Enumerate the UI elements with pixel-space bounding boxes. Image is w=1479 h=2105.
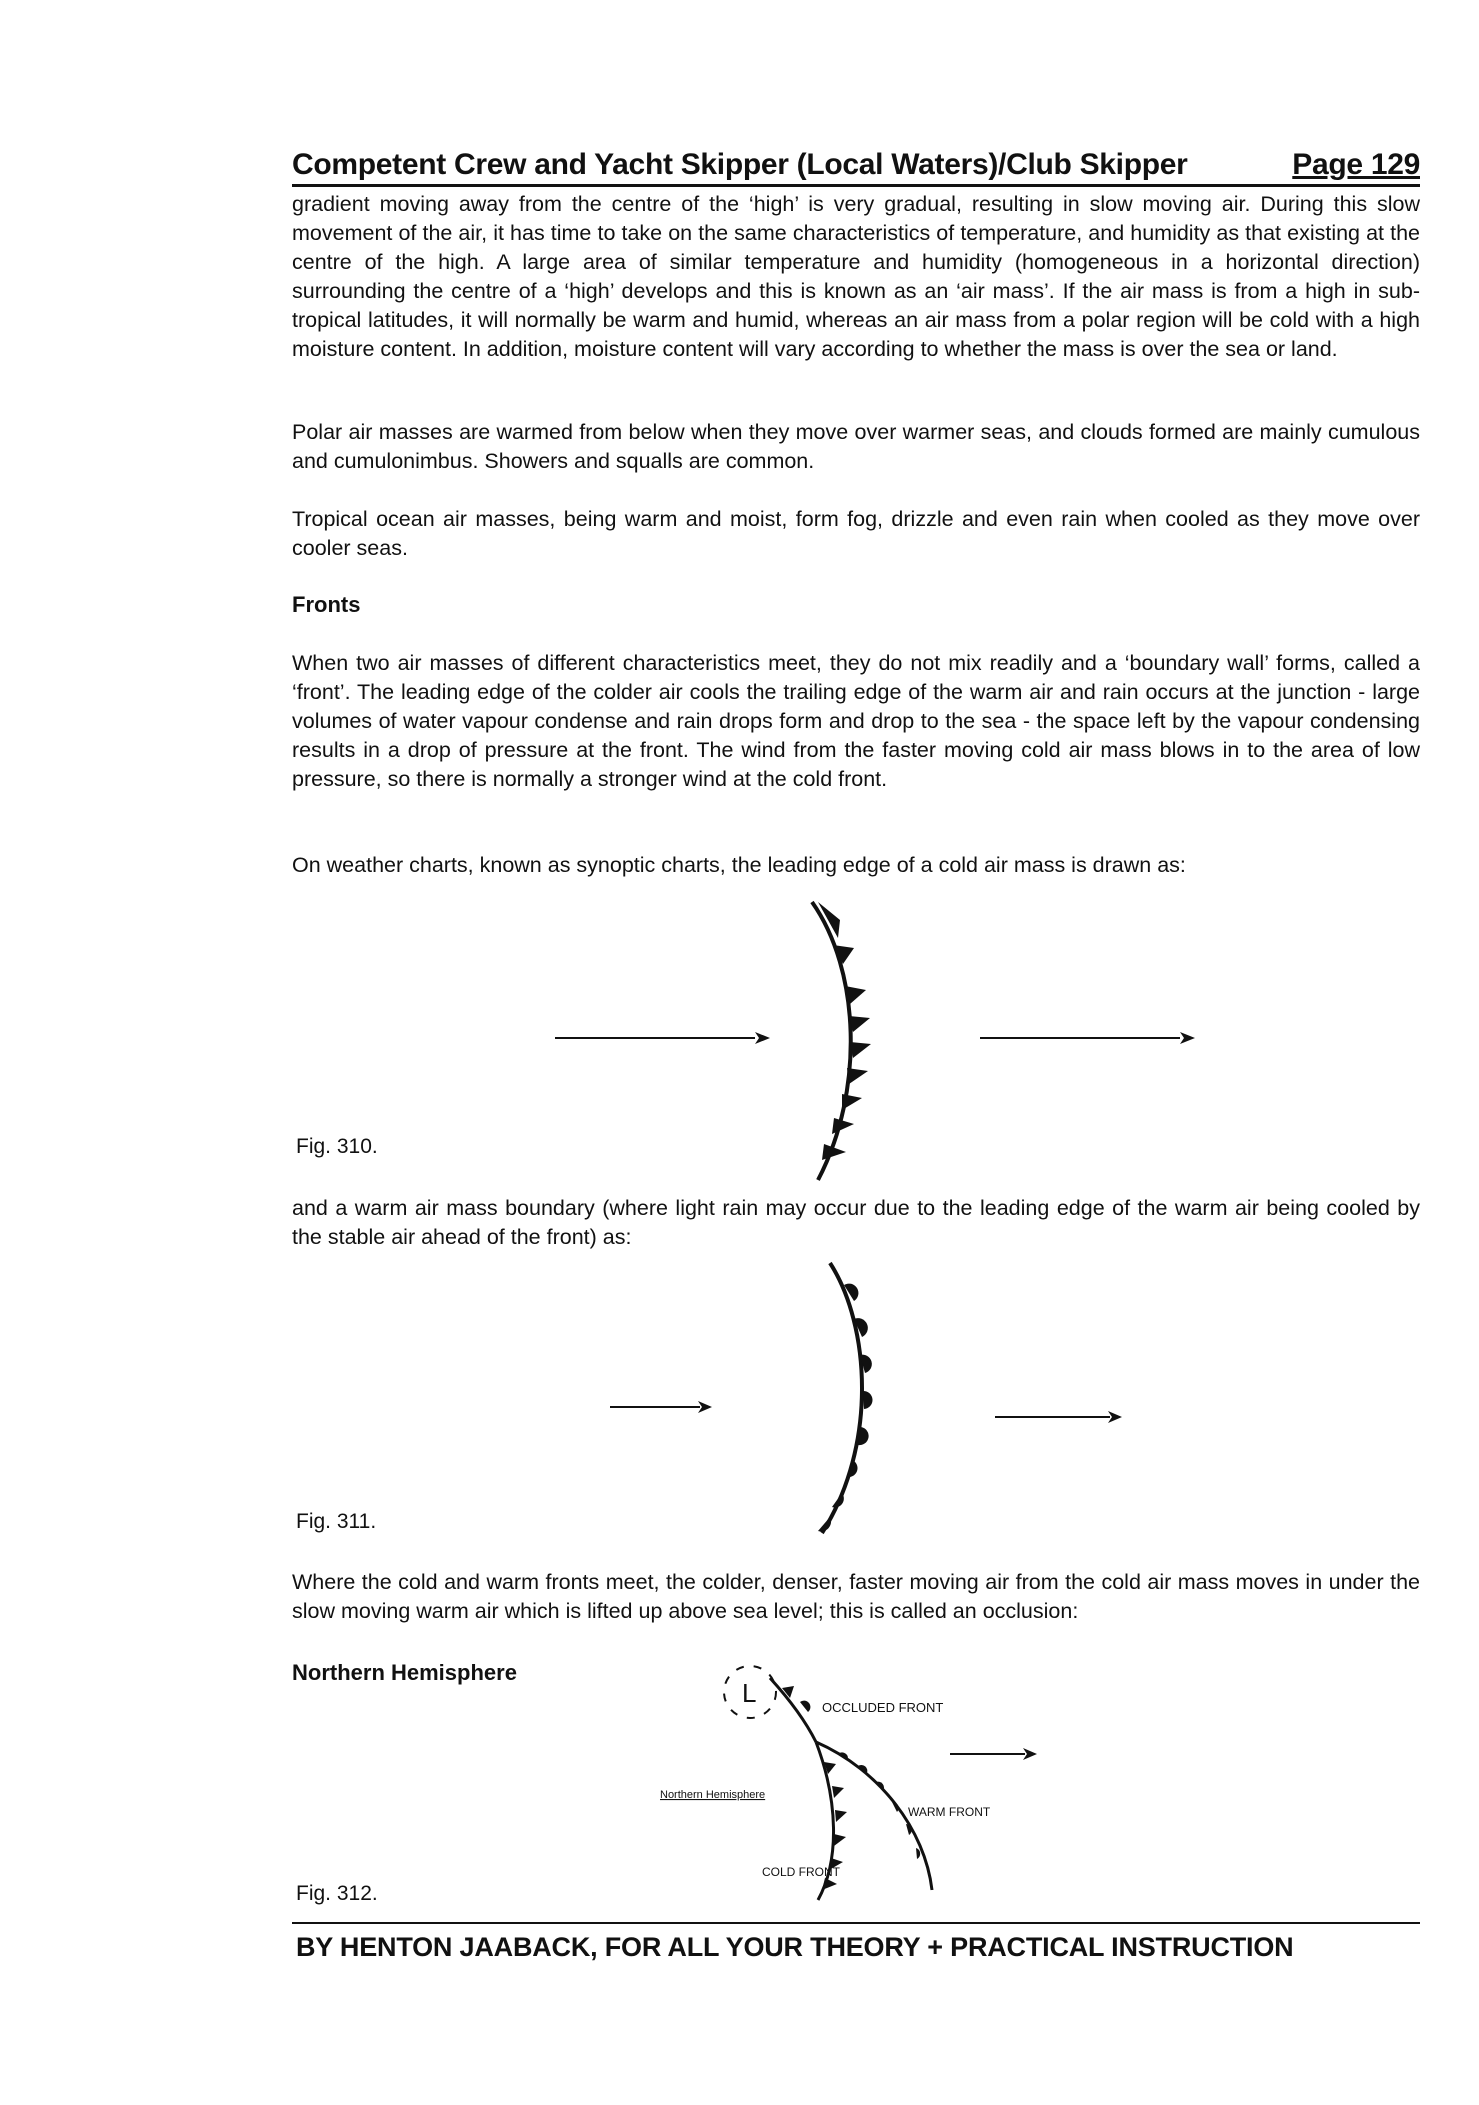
wind-arrow-right-head bbox=[1108, 1411, 1122, 1423]
paragraph-tropical-air: Tropical ocean air masses, being warm and moist, form fog, drizzle and even rain when cooled as they move over cooler seas. bbox=[292, 507, 1420, 560]
northern-hemisphere-label: Northern Hemisphere bbox=[660, 1789, 766, 1801]
paragraph-occlusion: Where the cold and warm fronts meet, the colder, denser, faster moving air from the cold air mass moves in under the slow moving warm air which is lifted up above sea level; this is called an occlusion: bbox=[292, 1570, 1420, 1623]
paragraph-cold-front-intro: On weather charts, known as synoptic charts, the leading edge of a cold air mass is drawn as: bbox=[292, 853, 1186, 877]
cold-front-label: COLD FRONT bbox=[762, 1865, 840, 1879]
section-heading-northern-hemisphere: Northern Hemisphere bbox=[292, 1660, 517, 1685]
figure-caption-311: Fig. 311. bbox=[296, 1510, 377, 1533]
occluded-front-label: OCCLUDED FRONT bbox=[822, 1700, 944, 1715]
page-footer: BY HENTON JAABACK, FOR ALL YOUR THEORY + PRACTICAL INSTRUCTION bbox=[296, 1932, 1294, 1962]
cold-front-line bbox=[812, 902, 851, 1180]
low-pressure-label: L bbox=[742, 1678, 757, 1708]
page-title: Competent Crew and Yacht Skipper (Local Waters)/Club Skipper bbox=[292, 148, 1188, 181]
warm-front-diagram bbox=[600, 1255, 1160, 1540]
wind-arrow-right-head bbox=[1180, 1032, 1195, 1044]
paragraph-warm-front-intro: and a warm air mass boundary (where light rain may occur due to the leading edge of the warm air being cooled by the stable air ahead of the front) as: bbox=[292, 1196, 1420, 1249]
warm-front-line bbox=[822, 1263, 862, 1533]
section-heading-fronts: Fronts bbox=[292, 592, 361, 617]
paragraph-polar-air: Polar air masses are warmed from below when they move over warmer seas, and clouds formed are mainly cumulous and cumulonimbus. Showers and squalls are common. bbox=[292, 420, 1420, 473]
paragraph-fronts: When two air masses of different characteristics meet, they do not mix readily and a ‘boundary wall’ forms, called a ‘front’. The leading edge of the colder air cools the trailing edge of the warm air and rain occurs at the junction - large volumes of water vapour condense and rain drops form and drop to the sea - the space left by the vapour condensing results in a drop of pressure at the front. The wind from the faster moving cold air mass blows in to the area of low pressure, so there is normally a stronger wind at the cold front. bbox=[292, 651, 1420, 791]
figure-caption-310: Fig. 310. bbox=[296, 1135, 378, 1158]
page-number: Page 129 bbox=[1292, 148, 1420, 181]
cold-front-diagram bbox=[540, 890, 1220, 1190]
movement-arrow-head bbox=[1023, 1748, 1037, 1760]
footer-rule bbox=[292, 1922, 1420, 1924]
paragraph-air-mass: gradient moving away from the centre of the ‘high’ is very gradual, resulting in slow moving air. During this slow movement of the air, it has time to take on the same characteristics of temperature, and humidity as that existing at the centre of the high. A large area of similar temperature and humidity (homogeneous in a horizontal direction) surrounding the centre of a ‘high’ develops and this is known as an ‘air mass’. If the air mass is from a high in sub-tropical latitudes, it will normally be warm and humid, whereas an air mass from a polar region will be cold with a high moisture content. In addition, moisture content will vary according to whether the mass is over the sea or land. bbox=[292, 192, 1420, 361]
warm-front-semicircles bbox=[818, 1284, 873, 1532]
page-header bbox=[292, 148, 1420, 187]
figure-caption-312: Fig. 312. bbox=[296, 1882, 378, 1905]
wind-arrow-left-head bbox=[755, 1032, 770, 1044]
cold-front-triangles bbox=[818, 902, 871, 1160]
warm-front-label: WARM FRONT bbox=[908, 1805, 991, 1819]
wind-arrow-left-head bbox=[698, 1401, 712, 1413]
occlusion-diagram bbox=[650, 1650, 1070, 1910]
